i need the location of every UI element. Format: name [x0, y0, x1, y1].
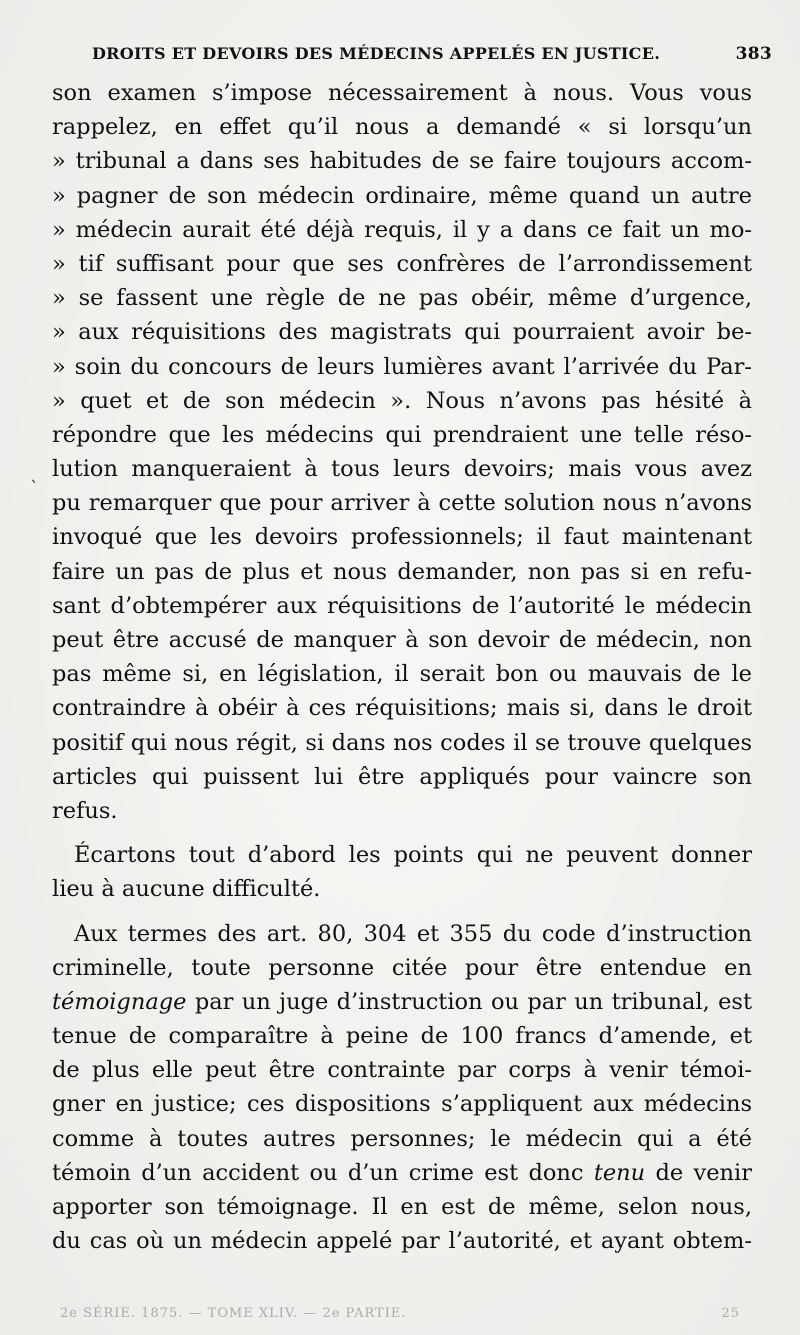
- text-line: invoqué que les devoirs professionnels; il faut maintenant: [52, 524, 752, 551]
- text-line: » pagner de son médecin ordinaire, même quand un autre: [52, 182, 752, 209]
- text-line: faire un pas de plus et nous demander, non pas si en refu-: [52, 558, 752, 585]
- text-line: tenue de comparaître à peine de 100 francs d’amende, et: [52, 1023, 752, 1050]
- margin-tick-mark: `: [30, 478, 39, 499]
- text-line: apporter son témoignage. Il en est de même, selon nous,: [52, 1194, 752, 1220]
- footer-sheet-number: 25: [721, 1306, 740, 1321]
- text-line: » se fassent une règle de ne pas obéir, même d’urgence,: [52, 285, 752, 312]
- text-line: rappelez, en effet qu’il nous a demandé « si lorsqu’un: [52, 114, 752, 141]
- text-line: sant d’obtempérer aux réquisitions de l’autorité le médecin: [52, 592, 752, 619]
- text-line: refus.: [52, 797, 118, 824]
- running-head: [92, 44, 772, 64]
- text-line: Aux termes des art. 80, 304 et 355 du code d’instruction: [74, 920, 752, 947]
- text-line: de plus elle peut être contrainte par corps à venir témoi-: [52, 1057, 752, 1084]
- text-line: » médecin aurait été déjà requis, il y a dans ce fait un mo-: [52, 216, 752, 243]
- text-line: peut être accusé de manquer à son devoir de médecin, non: [52, 627, 752, 653]
- text-line: répondre que les médecins qui prendraient une telle réso-: [52, 421, 752, 448]
- text-line: positif qui nous régit, si dans nos codes il se trouve quelques: [52, 729, 752, 756]
- text-line: articles qui puissent lui être appliqués pour vaincre son: [52, 763, 752, 790]
- text-line: » quet et de son médecin ». Nous n’avons pas hésité à: [52, 387, 752, 414]
- text-line: pas même si, en législation, il serait bon ou mauvais de le: [52, 661, 752, 688]
- text-line: gner en justice; ces dispositions s’appliquent aux médecins: [52, 1091, 752, 1118]
- footer-signature: 2e SÉRIE. 1875. — TOME XLIV. — 2e PARTIE.: [60, 1306, 407, 1321]
- text-line: » aux réquisitions des magistrats qui pourraient avoir be-: [52, 319, 752, 346]
- text-line: comme à toutes autres personnes; le médecin qui a été: [52, 1125, 752, 1152]
- text-line: lution manqueraient à tous leurs devoirs; mais vous avez: [52, 456, 752, 483]
- page-footer: [60, 1306, 740, 1321]
- text-line: » soin du concours de leurs lumières avant l’arrivée du Par-: [52, 353, 752, 380]
- text-line: du cas où un médecin appelé par l’autorité, et ayant obtem-: [52, 1228, 752, 1255]
- text-line: pu remarquer que pour arriver à cette solution nous n’avons: [52, 490, 752, 517]
- text-line: son examen s’impose nécessairement à nous. Vous vous: [52, 80, 752, 106]
- page-number: 383: [735, 44, 772, 64]
- text-line: lieu à aucune difficulté.: [52, 876, 321, 903]
- text-line: Écartons tout d’abord les points qui ne peuvent donner: [74, 842, 752, 869]
- body-text: [52, 76, 752, 1258]
- text-line: contraindre à obéir à ces réquisitions; mais si, dans le droit: [52, 695, 752, 722]
- text-line: » tribunal a dans ses habitudes de se faire toujours accom-: [52, 148, 752, 175]
- running-head-title: DROITS ET DEVOIRS DES MÉDECINS APPELÉS EN JUSTICE.: [92, 44, 661, 63]
- text-line: » tif suffisant pour que ses confrères de l’arrondissement: [52, 250, 752, 277]
- text-line: criminelle, toute personne citée pour être entendue en: [52, 954, 752, 981]
- text-line: témoignage par un juge d’instruction ou par un tribunal, est: [52, 988, 752, 1015]
- text-line: témoin d’un accident ou d’un crime est donc tenu de venir: [52, 1159, 753, 1186]
